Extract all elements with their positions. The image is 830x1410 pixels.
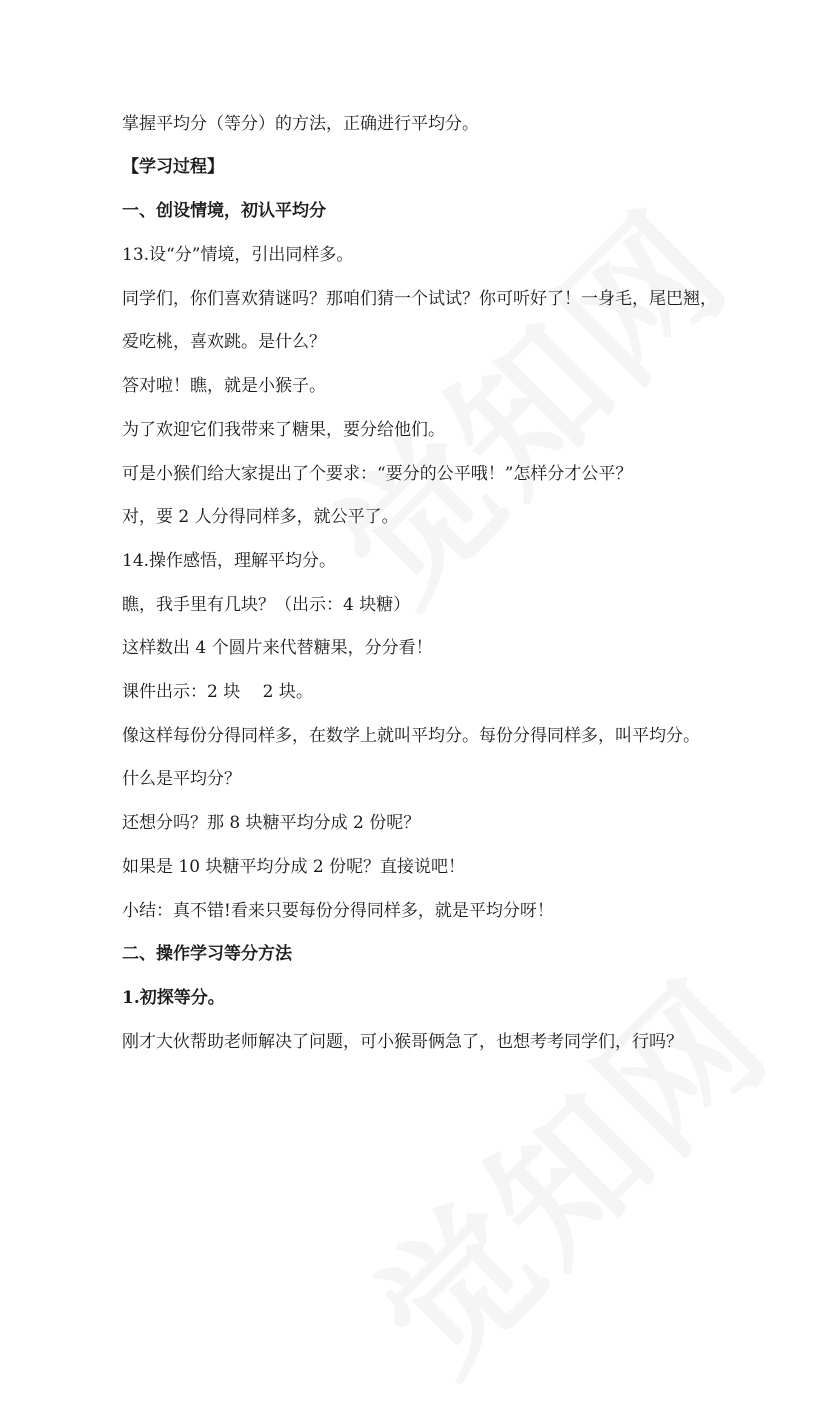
paragraph-line: 掌握平均分（等分）的方法，正确进行平均分。 [122,114,479,134]
paragraph-line: 这样数出 4 个圆片来代替糖果，分分看！ [122,638,433,658]
paragraph-line: 刚才大伙帮助老师解决了问题，可小猴哥俩急了，也想考考同学们，行吗？ [122,1032,683,1052]
paragraph-line: 可是小猴们给大家提出了个要求：“要分的公平哦！”怎样分才公平？ [122,464,633,484]
paragraph-line: 小结：真不错!看来只要每份分得同样多，就是平均分呀！ [122,901,554,921]
paragraph-line: 如果是 10 块糖平均分成 2 份呢？直接说吧！ [122,857,466,877]
paragraph-line: 瞧，我手里有几块？（出示：4 块糖） [122,595,411,615]
watermark [282,156,766,640]
section-heading: 【学习过程】 [122,157,224,177]
section-heading: 二、操作学习等分方法 [122,944,292,964]
paragraph-line: 同学们，你们喜欢猜谜吗？那咱们猜一个试试？你可听好了！一身毛，尾巴翘， [122,289,717,309]
paragraph-line: 爱吃桃，喜欢跳。是什么？ [122,332,326,352]
paragraph-line: 14.操作感悟，理解平均分。 [122,551,337,571]
paragraph-line: 对，要 2 人分得同样多，就公平了。 [122,507,399,527]
paragraph-line: 为了欢迎它们我带来了糖果，要分给他们。 [122,420,445,440]
section-heading: 一、创设情境，初认平均分 [122,201,326,221]
section-heading: 1.初探等分。 [122,988,225,1008]
paragraph-line: 还想分吗？那 8 块糖平均分成 2 份呢？ [122,813,421,833]
paragraph-line: 答对啦！瞧，就是小猴子。 [122,376,326,396]
paragraph-line: 像这样每份分得同样多，在数学上就叫平均分。每份分得同样多，叫平均分。 [122,726,700,746]
watermark [322,926,806,1410]
paragraph-line: 课件出示：2 块 2 块。 [122,682,313,702]
paragraph-line: 什么是平均分？ [122,769,241,789]
paragraph-line: 13.设“分”情境，引出同样多。 [122,245,354,265]
